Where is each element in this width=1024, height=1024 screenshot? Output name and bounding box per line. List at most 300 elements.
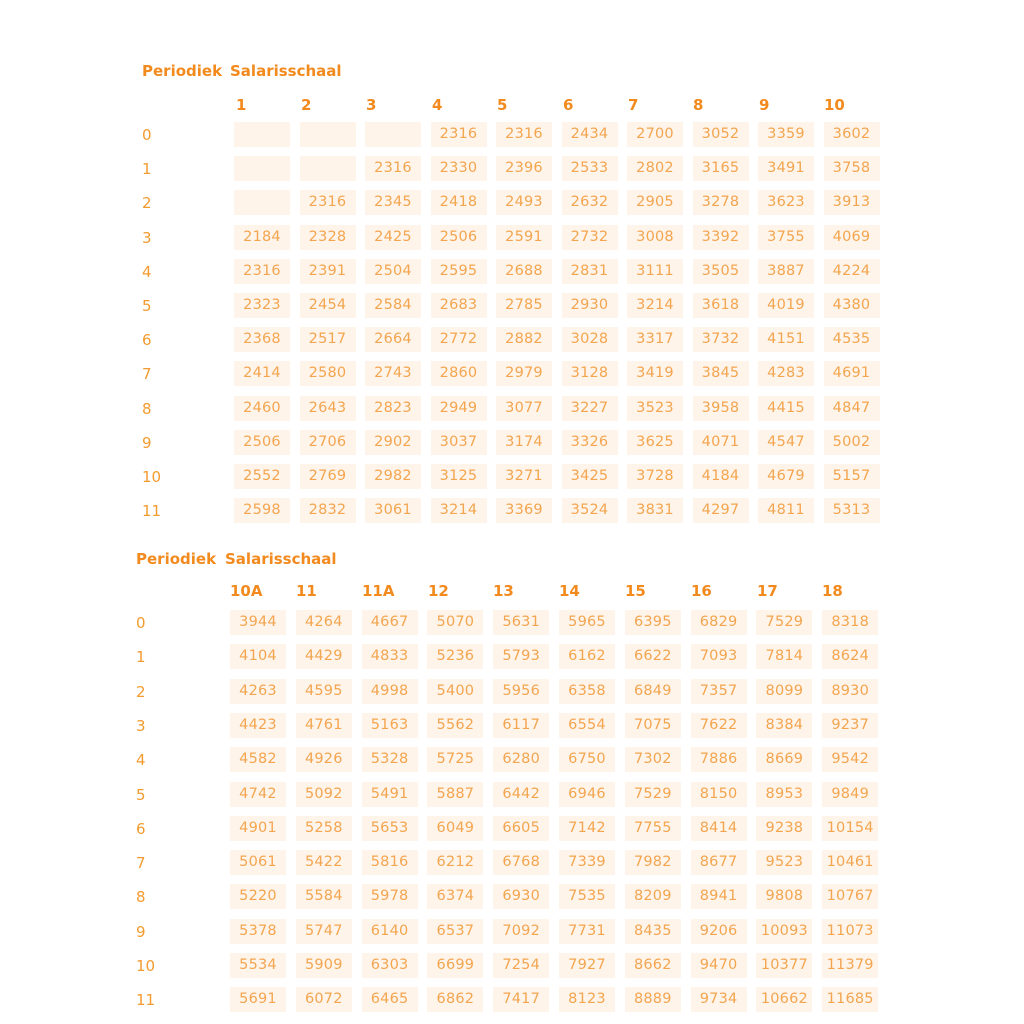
salary-cell: 4667 (362, 610, 418, 635)
salary-cell: 7622 (691, 713, 747, 738)
salary-cell: 3111 (627, 259, 683, 284)
periodiek-number: 8 (136, 888, 146, 907)
periodiek-number: 10 (136, 957, 156, 975)
scale-label: 3 (366, 96, 377, 114)
table-row (142, 156, 902, 182)
salary-cell: 5163 (362, 713, 418, 738)
scale-label: 12 (428, 582, 449, 600)
salary-cell: 3028 (562, 327, 618, 352)
salary-cell: 5491 (362, 782, 418, 807)
salary-cell: 10154 (822, 816, 878, 841)
salary-cell: 8941 (691, 884, 747, 909)
table-row (136, 850, 896, 876)
salary-cell: 9470 (691, 953, 747, 978)
salary-cell: 2832 (300, 498, 356, 523)
salary-cell: 3077 (496, 396, 552, 421)
salary-cell: 2434 (562, 122, 618, 147)
scale-label: 11A (362, 582, 395, 600)
salary-cell: 3061 (365, 498, 421, 523)
salary-cell: 5909 (296, 953, 352, 978)
salary-cell: 6465 (362, 987, 418, 1012)
salary-cell: 3732 (693, 327, 749, 352)
salary-cell: 3326 (562, 430, 618, 455)
table-row (142, 430, 902, 456)
salary-cell: 4811 (758, 498, 814, 523)
salary-cell: 4283 (758, 361, 814, 386)
salary-cell: 3174 (496, 430, 552, 455)
salary-cell: 4297 (693, 498, 749, 523)
scale-label: 4 (432, 96, 443, 114)
salary-cell: 5631 (493, 610, 549, 635)
salary-cell: 8662 (625, 953, 681, 978)
salary-cell: 5236 (427, 644, 483, 669)
salary-cell: 9206 (691, 919, 747, 944)
salary-cell: 2860 (431, 361, 487, 386)
salary-cell: 8435 (625, 919, 681, 944)
salary-cell: 2316 (300, 190, 356, 215)
salary-cell: 2905 (627, 190, 683, 215)
salary-cell: 2396 (496, 156, 552, 181)
salary-cell: 2823 (365, 396, 421, 421)
table-row (142, 122, 902, 148)
salary-cell: 4535 (824, 327, 880, 352)
salary-cell: 2533 (562, 156, 618, 181)
salary-cell: 6862 (427, 987, 483, 1012)
salary-cell: 2632 (562, 190, 618, 215)
salary-cell: 6849 (625, 679, 681, 704)
salary-cell: 2316 (365, 156, 421, 181)
salary-cell: 3369 (496, 498, 552, 523)
salary-cell: 2700 (627, 122, 683, 147)
salarisschaal-label: Salarisschaal (230, 62, 342, 80)
table-row (142, 327, 902, 353)
salary-cell: 4423 (230, 713, 286, 738)
salary-cell: 9734 (691, 987, 747, 1012)
salary-cell: 3623 (758, 190, 814, 215)
salary-cell: 6374 (427, 884, 483, 909)
salary-cell: 5793 (493, 644, 549, 669)
salary-cell: 4104 (230, 644, 286, 669)
periodiek-number: 9 (142, 433, 152, 452)
salary-cell: 5002 (824, 430, 880, 455)
salary-cell: 8624 (822, 644, 878, 669)
salary-cell: 8414 (691, 816, 747, 841)
salary-cell: 5584 (296, 884, 352, 909)
salary-cell (365, 122, 421, 147)
salary-cell (234, 122, 290, 147)
salary-cell: 2979 (496, 361, 552, 386)
salary-cell: 5747 (296, 919, 352, 944)
salary-cell: 8384 (756, 713, 812, 738)
salary-cell: 3755 (758, 225, 814, 250)
table-row (136, 953, 896, 979)
salary-cell: 3845 (693, 361, 749, 386)
salary-cell: 4691 (824, 361, 880, 386)
salary-cell: 2316 (496, 122, 552, 147)
salary-table-1 (142, 62, 902, 532)
scale-label: 10 (824, 96, 845, 114)
salary-cell: 7529 (625, 782, 681, 807)
salary-cell: 4761 (296, 713, 352, 738)
salary-cell: 8677 (691, 850, 747, 875)
salary-cell: 5378 (230, 919, 286, 944)
salary-cell: 5328 (362, 747, 418, 772)
periodiek-number: 11 (136, 991, 156, 1010)
salary-cell: 4264 (296, 610, 352, 635)
salary-cell: 3392 (693, 225, 749, 250)
table-row (142, 190, 902, 216)
scale-label: 11 (296, 582, 317, 600)
scale-label: 14 (559, 582, 580, 600)
salary-cell: 2316 (431, 122, 487, 147)
salary-cell: 2930 (562, 293, 618, 318)
periodiek-number: 5 (142, 297, 152, 315)
salary-cell: 11685 (822, 987, 878, 1012)
salary-cell: 2504 (365, 259, 421, 284)
salary-cell: 4263 (230, 679, 286, 704)
salary-cell: 9808 (756, 884, 812, 909)
salary-table-2 (136, 550, 896, 1020)
salary-cell: 5070 (427, 610, 483, 635)
salary-cell: 2743 (365, 361, 421, 386)
salary-cell (234, 156, 290, 181)
salary-cell: 6930 (493, 884, 549, 909)
salary-cell: 6117 (493, 713, 549, 738)
salary-cell: 7755 (625, 816, 681, 841)
scale-label: 15 (625, 582, 646, 600)
salary-cell: 4071 (693, 430, 749, 455)
salary-cell: 3128 (562, 361, 618, 386)
scale-label: 17 (757, 582, 778, 600)
periodiek-number: 0 (142, 126, 152, 144)
periodiek-label: Periodiek (136, 550, 217, 568)
salary-cell: 3052 (693, 122, 749, 147)
periodiek-number: 4 (142, 262, 152, 281)
salary-cell: 8889 (625, 987, 681, 1012)
salary-cell: 2882 (496, 327, 552, 352)
table-row (142, 225, 902, 251)
scale-label: 7 (628, 96, 639, 114)
salary-cell: 6829 (691, 610, 747, 635)
table-row (136, 884, 896, 910)
scale-label: 10A (230, 582, 263, 600)
salary-cell: 11379 (822, 953, 878, 978)
salary-cell: 2506 (431, 225, 487, 250)
salary-cell: 5965 (559, 610, 615, 635)
salary-cell: 2391 (300, 259, 356, 284)
salary-cell: 7731 (559, 919, 615, 944)
salary-cell: 7142 (559, 816, 615, 841)
periodiek-number: 10 (142, 468, 162, 486)
table-row (142, 361, 902, 387)
salary-cell: 3271 (496, 464, 552, 489)
salary-cell: 3887 (758, 259, 814, 284)
table-row (136, 644, 896, 670)
salary-cell: 4224 (824, 259, 880, 284)
salary-cell: 2643 (300, 396, 356, 421)
table-row (136, 816, 896, 842)
periodiek-number: 11 (142, 502, 162, 521)
salary-cell: 7254 (493, 953, 549, 978)
salary-cell: 4069 (824, 225, 880, 250)
salary-cell: 2949 (431, 396, 487, 421)
salary-cell: 2425 (365, 225, 421, 250)
salary-cell: 6750 (559, 747, 615, 772)
salary-cell: 6140 (362, 919, 418, 944)
salary-cell: 3317 (627, 327, 683, 352)
salary-cell: 2414 (234, 361, 290, 386)
salary-cell: 2368 (234, 327, 290, 352)
salary-cell: 3758 (824, 156, 880, 181)
salary-cell: 4595 (296, 679, 352, 704)
salary-cell: 6946 (559, 782, 615, 807)
salary-cell: 5258 (296, 816, 352, 841)
salary-cell: 3491 (758, 156, 814, 181)
salary-cell: 2688 (496, 259, 552, 284)
salary-cell: 2506 (234, 430, 290, 455)
salary-cell: 3625 (627, 430, 683, 455)
salary-cell (300, 122, 356, 147)
salary-cell: 4151 (758, 327, 814, 352)
salary-cell: 2595 (431, 259, 487, 284)
salary-cell: 7927 (559, 953, 615, 978)
salary-cell: 6395 (625, 610, 681, 635)
salary-cell: 2345 (365, 190, 421, 215)
salary-cell: 3214 (627, 293, 683, 318)
salary-cell: 3958 (693, 396, 749, 421)
salary-cell: 2580 (300, 361, 356, 386)
salary-cell: 3524 (562, 498, 618, 523)
salary-cell: 2802 (627, 156, 683, 181)
salary-cell: 6212 (427, 850, 483, 875)
salary-cell: 8209 (625, 884, 681, 909)
periodiek-number: 7 (136, 854, 146, 873)
table-row (136, 782, 896, 808)
periodiek-label: Periodiek (142, 62, 223, 80)
table-row (142, 259, 902, 285)
table-row (142, 293, 902, 319)
salary-cell: 5956 (493, 679, 549, 704)
salary-cell: 2591 (496, 225, 552, 250)
salary-cell: 2584 (365, 293, 421, 318)
periodiek-number: 0 (136, 614, 146, 632)
salary-cell: 10461 (822, 850, 878, 875)
table-row (142, 464, 902, 490)
salary-cell: 9238 (756, 816, 812, 841)
salary-cell: 6303 (362, 953, 418, 978)
periodiek-number: 1 (142, 160, 152, 179)
salary-cell: 6622 (625, 644, 681, 669)
salary-cell: 10377 (756, 953, 812, 978)
salary-cell: 3419 (627, 361, 683, 386)
salary-cell: 11073 (822, 919, 878, 944)
salary-cell: 4019 (758, 293, 814, 318)
table-row (136, 919, 896, 945)
salary-cell: 2831 (562, 259, 618, 284)
salary-cell: 2598 (234, 498, 290, 523)
salary-cell: 5220 (230, 884, 286, 909)
salary-cell: 6280 (493, 747, 549, 772)
salary-cell: 2460 (234, 396, 290, 421)
salary-cell: 2902 (365, 430, 421, 455)
periodiek-number: 6 (142, 331, 152, 350)
salary-cell: 4742 (230, 782, 286, 807)
salary-cell: 7814 (756, 644, 812, 669)
salary-cell: 4184 (693, 464, 749, 489)
salary-cell: 2418 (431, 190, 487, 215)
periodiek-number: 9 (136, 922, 146, 941)
salary-cell: 4547 (758, 430, 814, 455)
scale-label: 6 (563, 96, 574, 114)
scale-label: 18 (822, 582, 843, 600)
scale-label: 16 (691, 582, 712, 600)
salary-cell: 3278 (693, 190, 749, 215)
salary-cell: 5313 (824, 498, 880, 523)
salary-cell: 4833 (362, 644, 418, 669)
salary-cell: 5157 (824, 464, 880, 489)
salary-cell: 6699 (427, 953, 483, 978)
salary-cell: 2552 (234, 464, 290, 489)
periodiek-number: 5 (136, 785, 146, 804)
salary-cell: 5562 (427, 713, 483, 738)
salary-cell: 3165 (693, 156, 749, 181)
scale-label: 8 (693, 96, 704, 114)
salary-cell: 3602 (824, 122, 880, 147)
salary-cell: 5653 (362, 816, 418, 841)
salary-cell: 7302 (625, 747, 681, 772)
salary-cell: 2517 (300, 327, 356, 352)
salary-cell: 5534 (230, 953, 286, 978)
salary-cell: 2454 (300, 293, 356, 318)
salary-cell: 3037 (431, 430, 487, 455)
salary-cell: 2769 (300, 464, 356, 489)
periodiek-number: 8 (142, 399, 152, 418)
salary-cell: 10093 (756, 919, 812, 944)
salary-cell: 4998 (362, 679, 418, 704)
table-row (142, 396, 902, 422)
salary-cell: 10767 (822, 884, 878, 909)
salary-cell: 7339 (559, 850, 615, 875)
table-row (136, 713, 896, 739)
salary-cell: 2785 (496, 293, 552, 318)
salary-cell: 3214 (431, 498, 487, 523)
salary-cell: 3125 (431, 464, 487, 489)
salary-cell: 3913 (824, 190, 880, 215)
table-row (136, 610, 896, 636)
salary-cell: 8099 (756, 679, 812, 704)
salary-cell: 2706 (300, 430, 356, 455)
salary-cell: 4582 (230, 747, 286, 772)
salary-cell: 6537 (427, 919, 483, 944)
salary-cell: 2664 (365, 327, 421, 352)
salary-cell: 8669 (756, 747, 812, 772)
salary-cell: 2772 (431, 327, 487, 352)
salary-cell: 8953 (756, 782, 812, 807)
salary-cell: 7093 (691, 644, 747, 669)
salary-cell: 2323 (234, 293, 290, 318)
salary-cell: 7982 (625, 850, 681, 875)
salary-cell: 4380 (824, 293, 880, 318)
salary-cell: 5887 (427, 782, 483, 807)
salary-cell (234, 190, 290, 215)
salary-cell: 5400 (427, 679, 483, 704)
salary-cell: 7886 (691, 747, 747, 772)
salary-cell: 2982 (365, 464, 421, 489)
scale-label: 5 (497, 96, 508, 114)
salary-cell (300, 156, 356, 181)
salary-cell: 4926 (296, 747, 352, 772)
salary-cell: 5691 (230, 987, 286, 1012)
salary-cell: 4901 (230, 816, 286, 841)
salary-cell: 7092 (493, 919, 549, 944)
salary-cell: 4415 (758, 396, 814, 421)
salary-cell: 6605 (493, 816, 549, 841)
salary-cell: 4847 (824, 396, 880, 421)
salary-cell: 6358 (559, 679, 615, 704)
periodiek-number: 2 (136, 682, 146, 701)
periodiek-number: 4 (136, 751, 146, 770)
salary-cell: 5978 (362, 884, 418, 909)
salarisschaal-label: Salarisschaal (225, 550, 337, 568)
periodiek-number: 6 (136, 819, 146, 838)
salary-cell: 6072 (296, 987, 352, 1012)
salary-cell: 2732 (562, 225, 618, 250)
salary-cell: 3227 (562, 396, 618, 421)
salary-cell: 8123 (559, 987, 615, 1012)
salary-cell: 9849 (822, 782, 878, 807)
salary-cell: 3523 (627, 396, 683, 421)
salary-cell: 3505 (693, 259, 749, 284)
salary-cell: 8318 (822, 610, 878, 635)
salary-cell: 2493 (496, 190, 552, 215)
table-row (136, 987, 896, 1013)
salary-cell: 2328 (300, 225, 356, 250)
salary-cell: 9237 (822, 713, 878, 738)
scale-label: 9 (759, 96, 770, 114)
periodiek-number: 3 (142, 228, 152, 247)
salary-cell: 9523 (756, 850, 812, 875)
salary-cell: 2316 (234, 259, 290, 284)
salary-cell: 9542 (822, 747, 878, 772)
salary-cell: 3831 (627, 498, 683, 523)
salary-cell: 2330 (431, 156, 487, 181)
salary-cell: 7535 (559, 884, 615, 909)
salary-cell: 2683 (431, 293, 487, 318)
salary-cell: 5092 (296, 782, 352, 807)
salary-cell: 3425 (562, 464, 618, 489)
salary-cell: 6442 (493, 782, 549, 807)
salary-cell: 3618 (693, 293, 749, 318)
salary-cell: 3008 (627, 225, 683, 250)
table-row (142, 498, 902, 524)
salary-cell: 8930 (822, 679, 878, 704)
salary-cell: 7357 (691, 679, 747, 704)
table-row (136, 747, 896, 773)
periodiek-number: 7 (142, 365, 152, 384)
scale-label: 13 (493, 582, 514, 600)
salary-cell: 10662 (756, 987, 812, 1012)
salary-cell: 3728 (627, 464, 683, 489)
salary-cell: 3944 (230, 610, 286, 635)
periodiek-number: 3 (136, 716, 146, 735)
salary-cell: 5422 (296, 850, 352, 875)
salary-cell: 7075 (625, 713, 681, 738)
salary-cell: 2184 (234, 225, 290, 250)
table-row (136, 679, 896, 705)
salary-cell: 6554 (559, 713, 615, 738)
salary-cell: 8150 (691, 782, 747, 807)
periodiek-number: 1 (136, 648, 146, 667)
